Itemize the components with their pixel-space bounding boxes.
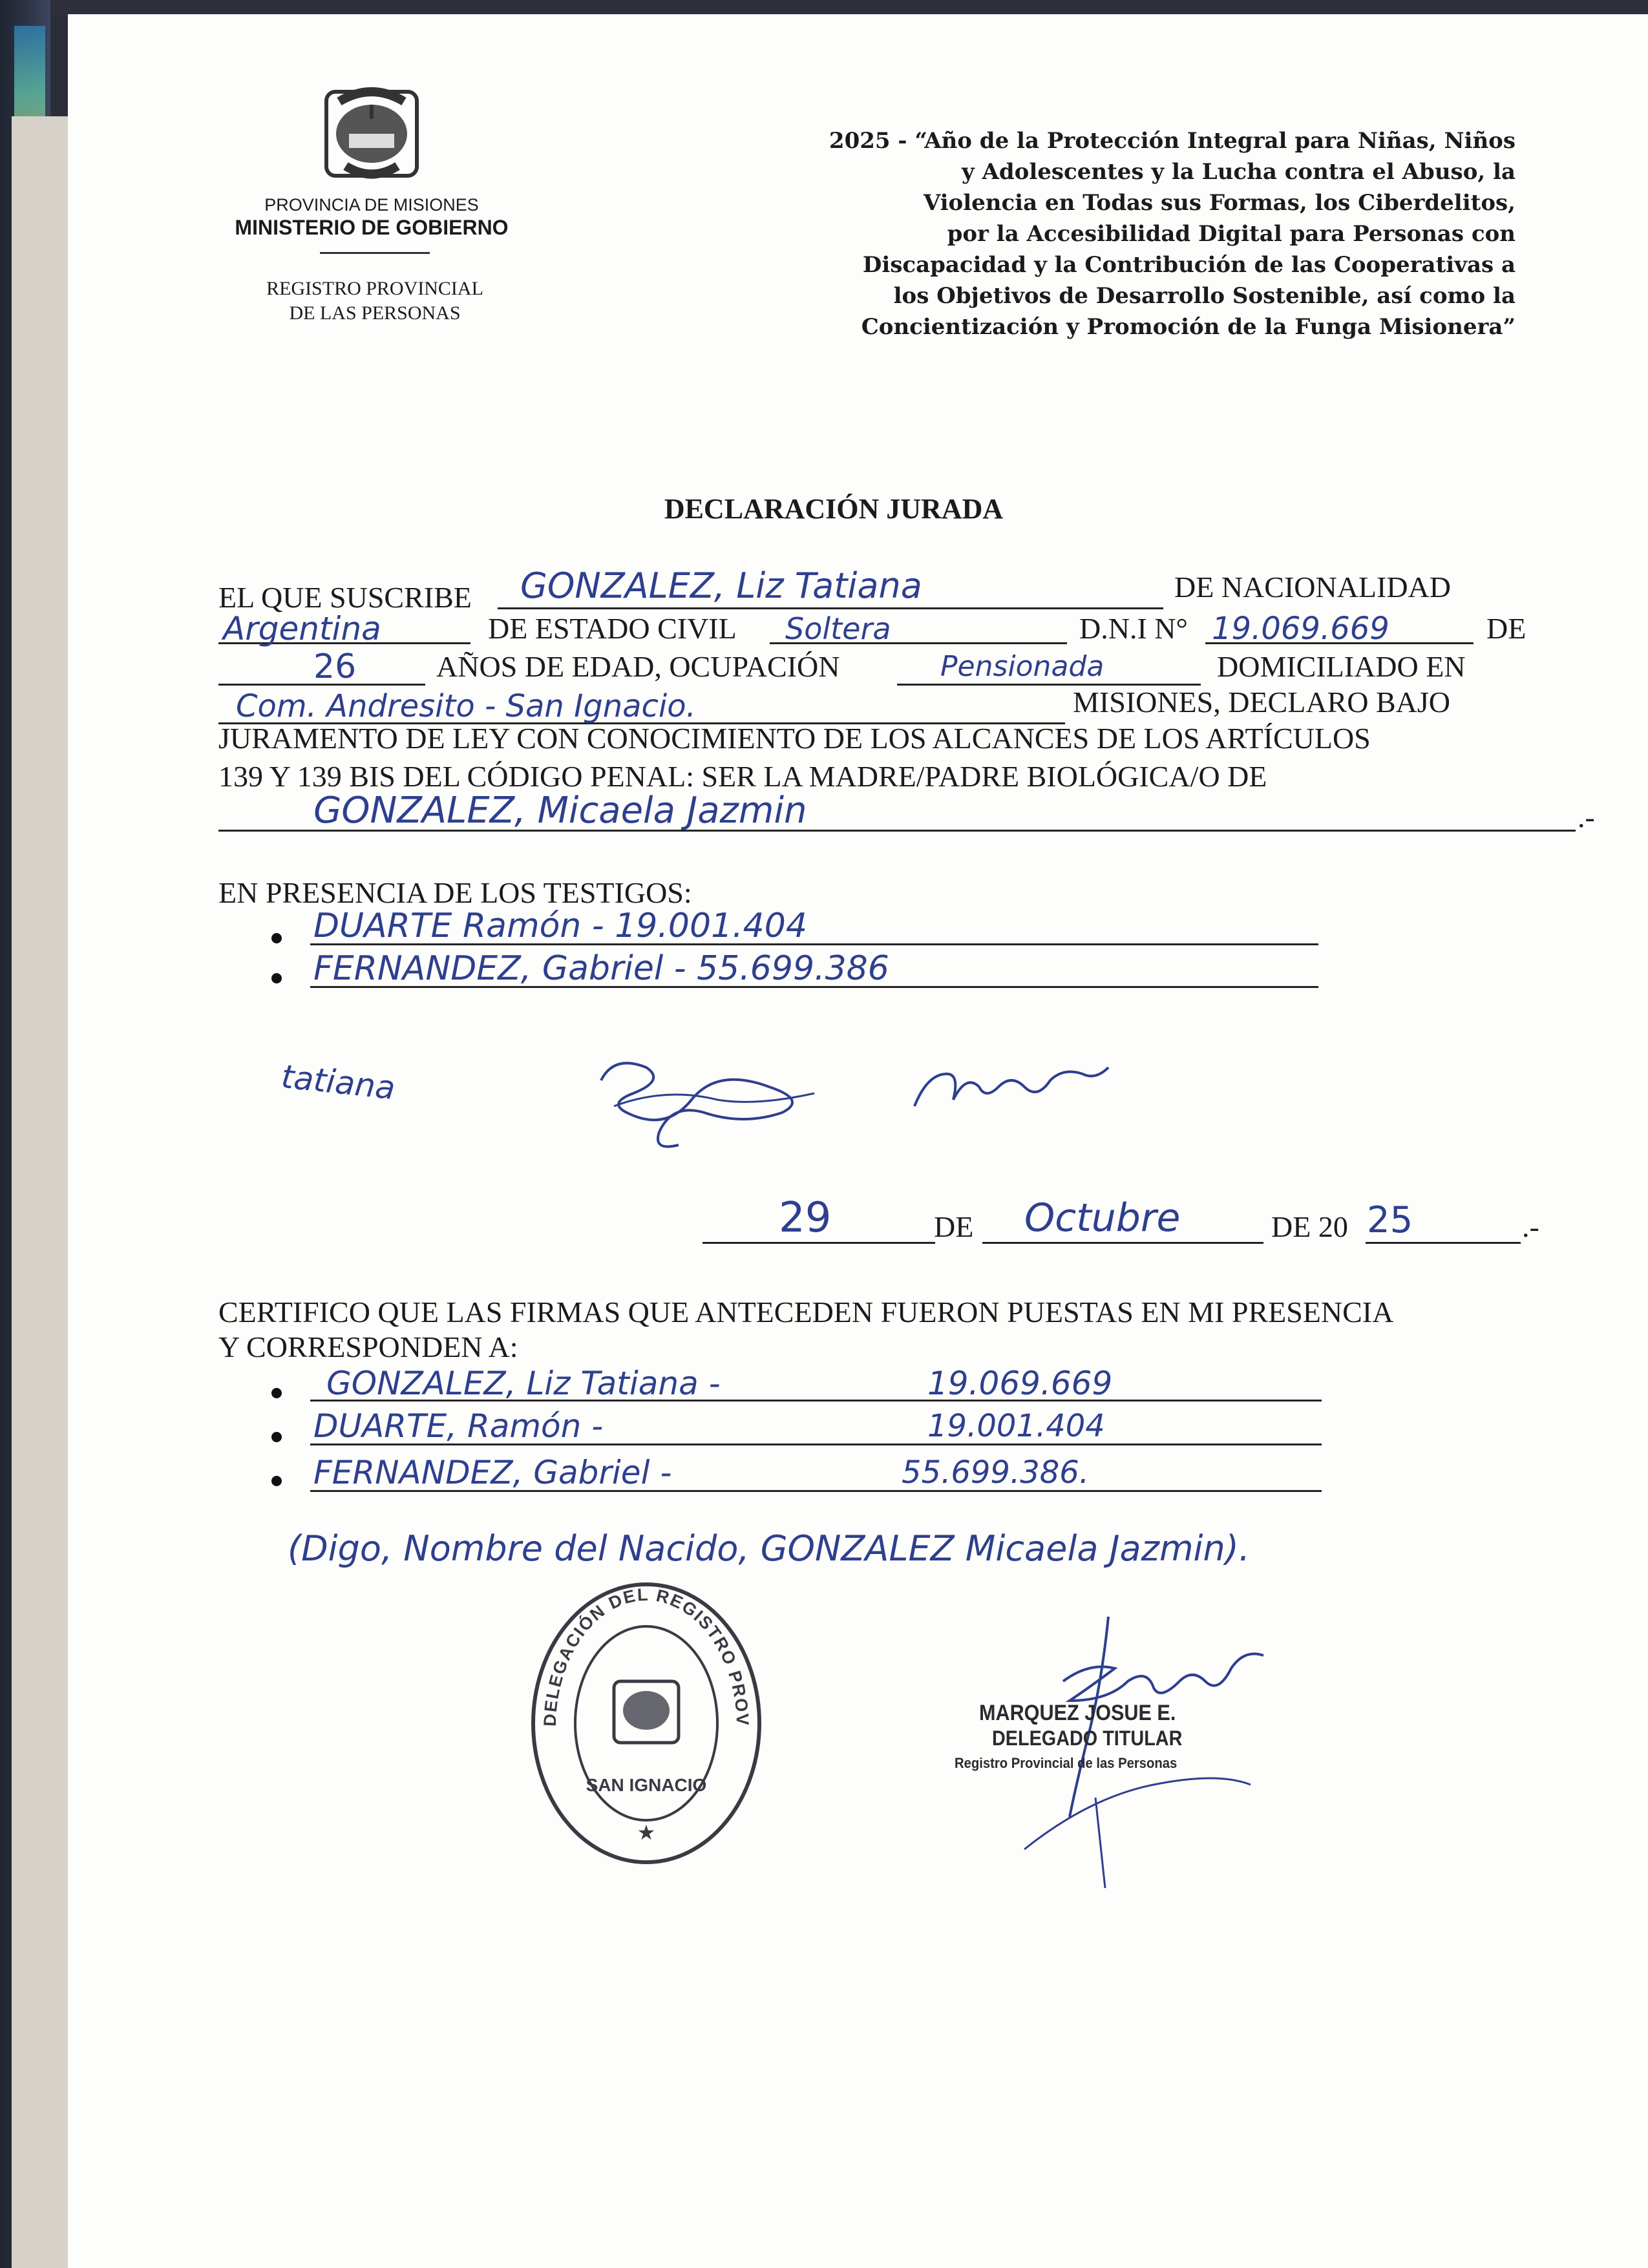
- cert-id: 55.699.386.: [902, 1454, 1090, 1491]
- motto-line: por la Accesibilidad Digital para Personas con: [947, 221, 1516, 247]
- declarant-name: GONZALEZ, Liz Tatiana: [520, 565, 922, 606]
- label-el-que-suscribe: EL QUE SUSCRIBE: [218, 581, 472, 614]
- stamp-coat-of-arms-icon: [614, 1681, 679, 1743]
- bullet: [271, 1432, 282, 1442]
- coat-of-arms-icon: [313, 79, 430, 189]
- cert-id: 19.001.404: [927, 1408, 1105, 1444]
- date-year-line: [1366, 1242, 1521, 1244]
- legal-text-line1: JURAMENTO DE LEY CON CONOCIMIENTO DE LOS ALCANCES DE LOS ARTÍCULOS: [218, 722, 1371, 755]
- label-domiciliado: DOMICILIADO EN: [1217, 650, 1466, 683]
- certification-line1: CERTIFICO QUE LAS FIRMAS QUE ANTECEDEN FUERON PUESTAS EN MI PRESENCIA: [218, 1296, 1394, 1328]
- label-misiones-declaro: MISIONES, DECLARO BAJO: [1073, 686, 1450, 719]
- motto-block: [682, 125, 1516, 342]
- witness-signature-2: [902, 1048, 1121, 1126]
- province-label: PROVINCIA DE MISIONES: [264, 195, 479, 215]
- ministry-label: MINISTERIO DE GOBIERNO: [235, 216, 509, 239]
- document-title: DECLARACIÓN JURADA: [664, 493, 1004, 525]
- official-signature: [960, 1604, 1322, 1901]
- witness-entry: DUARTE Ramón - 19.001.404: [313, 907, 807, 945]
- motto-line: Concientización y Promoción de la Funga Misionera”: [861, 314, 1516, 340]
- address-value: Com. Andresito - San Ignacio.: [236, 688, 696, 724]
- motto-line: Discapacidad y la Contribución de las Cooperativas a: [862, 252, 1516, 278]
- bullet: [271, 973, 282, 983]
- bullet: [271, 933, 282, 943]
- cert-id: 19.069.669: [927, 1365, 1113, 1402]
- name-field-line: [498, 607, 1163, 609]
- motto-line: y Adolescentes y la Lucha contra el Abuso, la: [961, 159, 1516, 185]
- official-office: Registro Provincial de las Personas: [955, 1755, 1178, 1771]
- motto-line: Violencia en Todas sus Formas, los Ciberdelitos,: [923, 190, 1516, 216]
- label-anos-ocupacion: AÑOS DE EDAD, OCUPACIÓN: [436, 650, 840, 683]
- date-year: 25: [1367, 1199, 1413, 1241]
- legal-text-line2: 139 Y 139 BIS DEL CÓDIGO PENAL: SER LA MADRE/PADRE BIOLÓGICA/O DE: [218, 760, 1267, 793]
- date-end-mark: .-: [1522, 1210, 1539, 1243]
- official-name: MARQUEZ JOSUE E.: [979, 1701, 1176, 1725]
- scan-top-border: [0, 0, 1648, 16]
- motto-line: los Objetivos de Desarrollo Sostenible, así como la: [893, 283, 1516, 309]
- child-name: GONZALEZ, Micaela Jazmin: [313, 790, 807, 832]
- witness-entry: FERNANDEZ, Gabriel - 55.699.386: [313, 949, 889, 988]
- cert-name: FERNANDEZ, Gabriel -: [313, 1454, 672, 1491]
- date-month: Octubre: [1024, 1195, 1181, 1241]
- dni-value: 19.069.669: [1212, 611, 1389, 647]
- date-day-line: [703, 1242, 935, 1244]
- header-divider: [320, 252, 430, 254]
- bullet: [271, 1388, 282, 1398]
- label-de-nacionalidad: DE NACIONALIDAD: [1174, 571, 1451, 604]
- age-value: 26: [313, 647, 357, 686]
- witnesses-heading: EN PRESENCIA DE LOS TESTIGOS:: [218, 876, 692, 909]
- registry-label-line2: DE LAS PERSONAS: [289, 302, 461, 324]
- label-dni: D.N.I N°: [1079, 612, 1188, 645]
- date-label-de-20: DE 20: [1271, 1210, 1348, 1243]
- star-icon: ★: [637, 1821, 656, 1844]
- certification-line2: Y CORRESPONDEN A:: [218, 1330, 518, 1363]
- label-de: DE: [1486, 612, 1527, 645]
- stamp-ring-text: DELEGACIÓN DEL REGISTRO PROV: [540, 1584, 753, 1727]
- label-de-estado-civil: DE ESTADO CIVIL: [488, 612, 737, 645]
- document-page: [68, 14, 1648, 2268]
- nationality-value: Argentina: [223, 610, 381, 647]
- official-role: DELEGADO TITULAR: [992, 1727, 1183, 1750]
- end-mark: .-: [1578, 801, 1595, 834]
- date-day: 29: [779, 1194, 832, 1242]
- registry-label-line1: REGISTRO PROVINCIAL: [266, 278, 483, 299]
- occupation-value: Pensionada: [940, 650, 1104, 683]
- stamp-bottom-text: SAN IGNACIO: [586, 1775, 707, 1795]
- date-month-line: [982, 1242, 1263, 1244]
- certification-note: (Digo, Nombre del Nacido, GONZALEZ Micaela Jazmin).: [288, 1528, 1251, 1569]
- date-label-de: DE: [934, 1210, 974, 1243]
- declarant-signature: tatiana: [279, 1057, 397, 1108]
- witness-signature-1: [588, 1042, 834, 1158]
- cert-name: GONZALEZ, Liz Tatiana -: [326, 1365, 721, 1402]
- cert-name: DUARTE, Ramón -: [313, 1407, 604, 1445]
- bullet: [271, 1476, 282, 1486]
- civil-status-value: Soltera: [785, 611, 891, 646]
- motto-line: 2025 - “Año de la Protección Integral para Niñas, Niños: [829, 128, 1516, 154]
- registry-oval-stamp: [527, 1578, 766, 1869]
